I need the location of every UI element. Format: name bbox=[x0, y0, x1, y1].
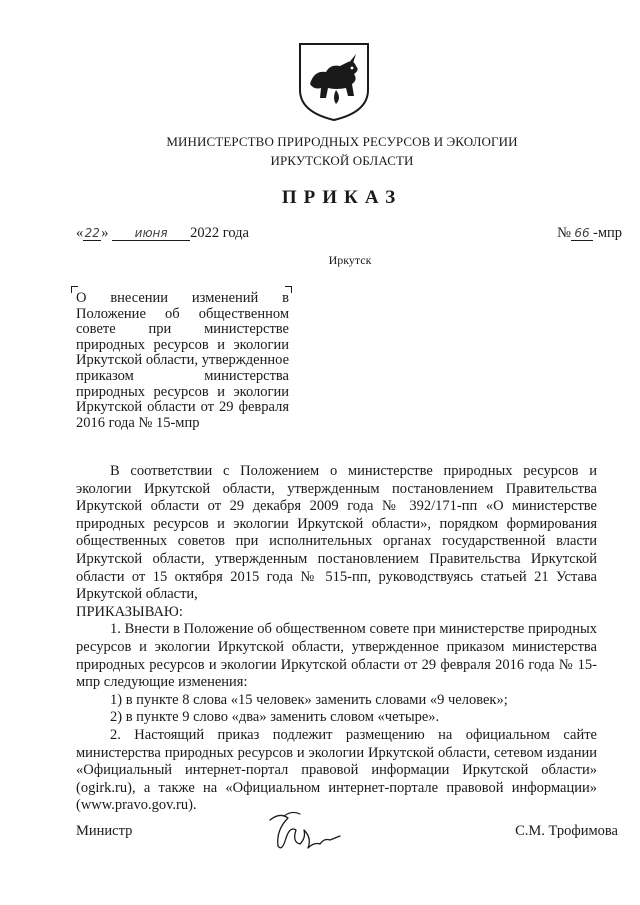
handwritten-signature-icon bbox=[262, 808, 348, 856]
ministry-name bbox=[0, 132, 640, 170]
ministry-name-line1: МИНИСТЕРСТВО ПРИРОДНЫХ РЕСУРСОВ И ЭКОЛОГИИ bbox=[166, 134, 518, 149]
point-2-paragraph: 2. Настоящий приказ подлежит размещению на официальном сайте министерства природных ресурсов и экологии Иркутской области, сетевом издании «Официальный интернет-портал правовой информации Иркутской области» (ogirk.ru), а также на «Официальном интернет-портале правовой информации» (www.pravo.gov.ru). bbox=[76, 726, 597, 814]
number-suffix: -мпр bbox=[592, 225, 622, 241]
ministry-name-line2: ИРКУТСКОЙ ОБЛАСТИ bbox=[270, 153, 414, 168]
number-prefix: № bbox=[557, 225, 571, 241]
signature-title: Министр bbox=[76, 823, 133, 839]
order-word: ПРИКАЗЫВАЮ: bbox=[76, 603, 183, 620]
number-value: 66 bbox=[571, 226, 593, 241]
irkutsk-coat-of-arms-icon bbox=[296, 40, 372, 124]
document-body bbox=[76, 463, 597, 815]
date-year: 2022 года bbox=[190, 225, 249, 241]
document-subject: О внесении изменений в Положение об общественном совете при министерстве природных ресурсов и экологии Иркутской области, утвержденное приказом министерства природных ресурсов и экологии Иркутской области от 29 февраля 2016 года № 15-мпр bbox=[76, 290, 289, 431]
preamble-paragraph: В соответствии с Положением о министерстве природных ресурсов и экологии Иркутской области, утвержденным постановлением Правительства Иркутской области от 29 декабря 2009 года № 392/171-пп «О министерстве природных ресурсов и экологии Иркутской области», порядком формирования общественных советов при исполнительных органах государственной власти Иркутской области, утвержденным постановлением Правительства Иркутской области от 15 октября 2015 года № 515-пп, руководствуясь статьей 21 Устава Иркутской области, bbox=[76, 463, 597, 603]
document-city: Иркутск bbox=[328, 253, 372, 267]
document-number bbox=[557, 225, 622, 242]
point-1-paragraph: 1. Внести в Положение об общественном совете при министерстве природных ресурсов и экологии Иркутской области, утвержденное приказом министерства природных ресурсов и экологии Иркутской области от 29 февраля 2016 года № 15-мпр следующие изменения: bbox=[76, 621, 597, 691]
date-close-quote: » bbox=[101, 225, 109, 241]
document-date bbox=[76, 225, 249, 242]
document-title: ПРИКАЗ bbox=[281, 187, 403, 208]
date-open-quote: « bbox=[76, 225, 84, 241]
date-month: июня bbox=[112, 226, 190, 241]
signatory-name: С.М. Трофимова bbox=[515, 823, 618, 839]
sub-item-2: 2) в пункте 9 слово «два» заменить словом «четыре». bbox=[110, 709, 440, 726]
date-day: 22 bbox=[84, 226, 100, 240]
sub-item-1: 1) в пункте 8 слова «15 человек» заменить словами «9 человек»; bbox=[110, 691, 508, 708]
